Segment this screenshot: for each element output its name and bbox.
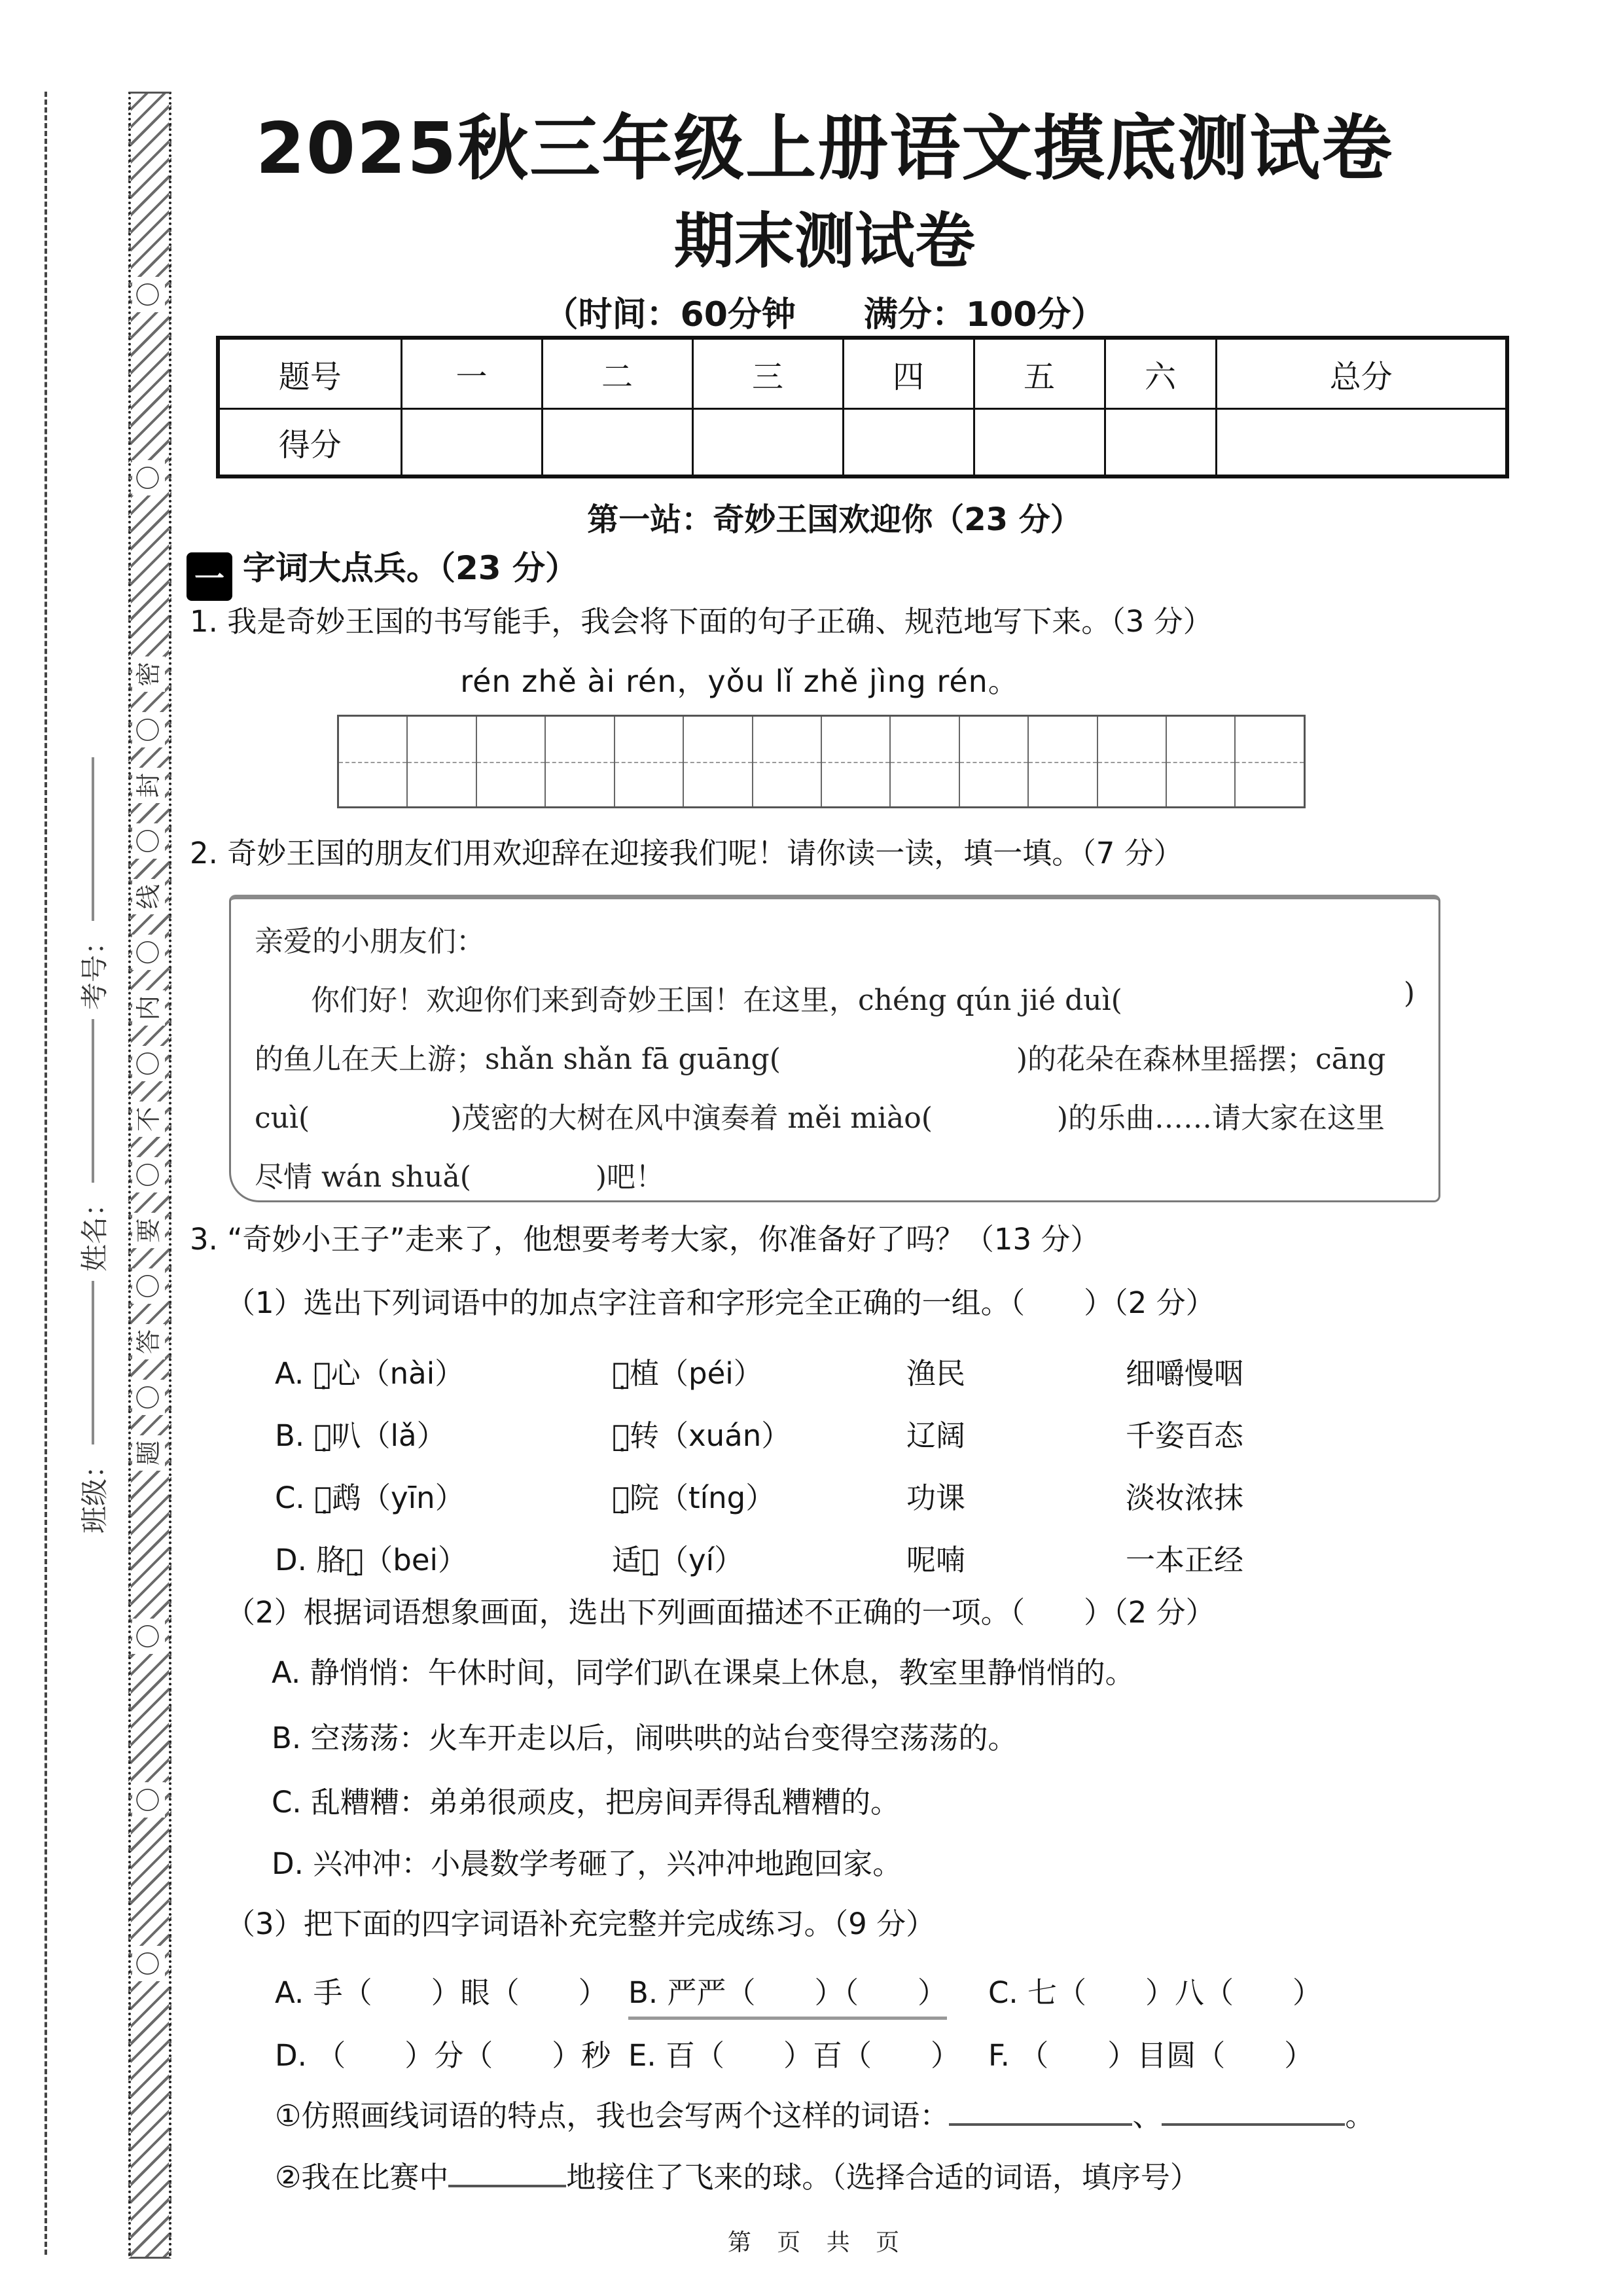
page-footer: 第 页 共 页 <box>727 2229 909 2256</box>
seal-char: 〇 <box>132 1946 165 1981</box>
writing-grid <box>337 715 1306 808</box>
choice-c-word-2: 庭̣院（tíng） <box>612 1480 776 1515</box>
letter-line-3-a: cuì( <box>255 1102 310 1135</box>
writing-grid-cell <box>753 717 822 806</box>
writing-grid-cell <box>891 717 959 806</box>
choice-b-word-3: 辽阔 <box>906 1418 966 1453</box>
sub-question-1-text: ①仿照画线词语的特点，我也会写两个这样的词语： <box>275 2098 950 2133</box>
choice-b-word-4: 千姿百态 <box>1126 1418 1244 1453</box>
seal-char: 不 <box>132 1102 165 1137</box>
seal-char: 〇 <box>132 1619 165 1654</box>
idiom-e: E. 百（ ）百（ ） <box>628 2038 961 2073</box>
seal-char: 〇 <box>132 1046 165 1081</box>
sidebar-field-kaohao <box>73 733 113 1034</box>
score-header-cell: 题号 <box>218 338 401 409</box>
question-3-text: 3. “奇妙小王子”走来了，他想要考考大家，你准备好了吗？（13 分） <box>190 1222 1100 1257</box>
seal-char: 内 <box>132 990 165 1026</box>
idiom-b-underlined: B. 严严（ ）（ ） <box>628 1969 947 2020</box>
score-header-cell: 三 <box>692 338 843 409</box>
idiom-c: C. 七（ ）八（ ） <box>988 1975 1323 2010</box>
letter-line-3-c: )的乐曲……请大家在这里 <box>1056 1102 1385 1135</box>
score-header-cell: 总分 <box>1216 338 1507 409</box>
section-1-heading <box>187 542 578 601</box>
score-table-header-row <box>218 338 1507 409</box>
score-label-cell: 得分 <box>218 409 401 477</box>
sub-question-1 <box>275 2096 1374 2134</box>
score-empty-cell <box>1105 409 1216 477</box>
score-header-cell: 一 <box>401 338 542 409</box>
seal-char: 〇 <box>132 712 165 747</box>
fold-dashed-line <box>45 92 47 2255</box>
writing-grid-cell <box>408 717 476 806</box>
writing-grid-cell <box>1167 717 1236 806</box>
score-empty-cell <box>692 409 843 477</box>
letter-line-4 <box>255 1153 1415 1195</box>
idiom-a: A. 手（ ）眼（ ） <box>275 1975 608 2010</box>
kaohao-write-line <box>92 757 94 921</box>
idiom-f: F. （ ）目圆（ ） <box>988 2038 1314 2073</box>
picture-option-a: A. 静悄悄：午休时间，同学们趴在课桌上休息，教室里静悄悄的。 <box>272 1655 1135 1690</box>
seal-char: 〇 <box>132 277 165 312</box>
score-header-cell: 六 <box>1105 338 1216 409</box>
idiom-d: D. （ ）分（ ）秒 <box>275 2038 611 2073</box>
sub-question-1-end: 。 <box>1345 2098 1375 2133</box>
section-number-box: 一 <box>187 552 232 601</box>
banji-label: 班级： <box>79 1451 111 1534</box>
seal-char: 题 <box>132 1435 165 1471</box>
seal-char: 〇 <box>132 1380 165 1415</box>
sidebar-field-xingming <box>73 995 113 1296</box>
question-3-3-text: （3）把下面的四字词语补充完整并完成练习。（9 分） <box>226 1907 936 1941</box>
seal-line-strip <box>128 92 171 2259</box>
score-empty-cell <box>843 409 974 477</box>
picture-option-c: C. 乱糟糟：弟弟很顽皮，把房间弄得乱糟糟的。 <box>272 1785 901 1820</box>
letter-line-3 <box>255 1094 1415 1136</box>
choice-b-word-2: 旋̣转（xuán） <box>612 1418 791 1453</box>
station-heading: 第一站：奇妙王国欢迎你（23 分） <box>587 501 1082 538</box>
writing-grid-cell <box>615 717 684 806</box>
writing-grid-cell <box>822 717 891 806</box>
writing-grid-cell <box>339 717 408 806</box>
seal-char: 要 <box>132 1213 165 1248</box>
choice-a-word-2: 培̣植（péi） <box>612 1356 763 1391</box>
sub-question-2-text-b: 地接住了飞来的球。（选择合适的词语，填序号） <box>566 2160 1200 2195</box>
question-1-text: 1. 我是奇妙王国的书写能手，我会将下面的句子正确、规范地写下来。（3 分） <box>190 604 1213 639</box>
writing-grid-cell <box>684 717 753 806</box>
writing-grid-cell <box>546 717 615 806</box>
writing-grid-cell <box>1236 717 1303 806</box>
sub-question-1-sep: 、 <box>1132 2098 1162 2133</box>
letter-line-4-a: 尽情 wán shuǎ( <box>255 1160 471 1194</box>
score-empty-cell <box>974 409 1105 477</box>
letter-line-1-close: ) <box>1403 977 1415 1010</box>
choice-b-word-1: B. 喇̣叭（lǎ） <box>275 1418 446 1453</box>
writing-grid-cell <box>1029 717 1097 806</box>
letter-line-1 <box>255 977 1415 1018</box>
seal-char: 〇 <box>132 1268 165 1304</box>
seal-char: 线 <box>132 879 165 914</box>
score-header-cell: 四 <box>843 338 974 409</box>
choice-d-word-2: 适宜̣（yí） <box>612 1543 744 1577</box>
seal-char: 〇 <box>132 1157 165 1193</box>
answer-blank <box>949 2096 1132 2126</box>
letter-salutation: 亲爱的小朋友们： <box>255 925 485 958</box>
question-3-1-text: （1）选出下列词语中的加点字注音和字形完全正确的一组。（ ）（2 分） <box>226 1285 1215 1320</box>
score-empty-cell <box>1216 409 1507 477</box>
letter-line-1-text: 你们好！欢迎你们来到奇妙王国！在这里，chéng qún jié duì( <box>311 984 1122 1017</box>
seal-char: 密 <box>132 656 165 692</box>
letter-line-3-b: )茂密的大树在风中演奏着 měi miào( <box>450 1102 933 1135</box>
picture-option-b: B. 空荡荡：火车开走以后，闹哄哄的站台变得空荡荡的。 <box>272 1721 1018 1755</box>
question-2-text: 2. 奇妙王国的朋友们用欢迎辞在迎接我们呢！请你读一读，填一填。（7 分） <box>190 836 1183 870</box>
choice-d-word-1: D. 胳臂̣（bei） <box>275 1543 468 1577</box>
score-table-score-row <box>218 409 1507 477</box>
writing-grid-cell <box>960 717 1029 806</box>
score-empty-cell <box>401 409 542 477</box>
paper-title: 2025秋三年级上册语文摸底测试卷 <box>255 108 1394 190</box>
paper-subtitle: 期末测试卷 <box>673 206 975 276</box>
time-score-meta: （时间：60分钟 满分：100分） <box>544 295 1105 334</box>
letter-line-4-b: )吧！ <box>595 1160 665 1194</box>
choice-c-word-1: C. 鹦̣鹉（yīn） <box>275 1480 465 1515</box>
answer-blank <box>448 2157 566 2187</box>
choice-c-word-3: 功课 <box>906 1480 966 1515</box>
picture-option-d: D. 兴冲冲：小晨数学考砸了，兴冲冲地跑回家。 <box>272 1846 902 1881</box>
welcome-letter-box <box>229 895 1440 1202</box>
choice-c-word-4: 淡妆浓抹 <box>1126 1480 1244 1515</box>
kaohao-label: 考号： <box>79 927 111 1011</box>
choice-d-word-3: 呢喃 <box>906 1543 966 1577</box>
sub-question-2-text-a: ②我在比赛中 <box>275 2160 449 2195</box>
letter-line-2-b: )的花朵在森林里摇摆；cāng <box>1016 1043 1386 1076</box>
answer-blank <box>1122 977 1404 1018</box>
question-3-2-text: （2）根据词语想象画面，选出下列画面描述不正确的一项。（ ）（2 分） <box>226 1595 1215 1630</box>
letter-line-2 <box>255 1035 1415 1077</box>
xingming-write-line <box>92 1019 94 1183</box>
seal-char: 〇 <box>132 1782 165 1818</box>
seal-char: 〇 <box>132 935 165 970</box>
writing-grid-cell <box>477 717 546 806</box>
seal-char: 〇 <box>132 823 165 859</box>
seal-char: 答 <box>132 1324 165 1359</box>
writing-grid-cell <box>1098 717 1167 806</box>
score-header-cell: 二 <box>542 338 692 409</box>
choice-a-word-3: 渔民 <box>906 1356 966 1391</box>
sidebar-field-banji <box>73 1257 113 1558</box>
score-empty-cell <box>542 409 692 477</box>
sub-question-2 <box>275 2157 1200 2196</box>
score-table <box>216 336 1509 478</box>
banji-write-line <box>92 1281 94 1444</box>
section-1-title: 字词大点兵。（23 分） <box>243 549 578 587</box>
choice-a-word-1: A. 耐̣心（nài） <box>275 1356 465 1391</box>
letter-line-2-a: 的鱼儿在天上游；shǎn shǎn fā guāng( <box>255 1043 781 1076</box>
answer-blank <box>1162 2096 1345 2126</box>
choice-a-word-4: 细嚼慢咽 <box>1126 1356 1244 1391</box>
seal-char: 封 <box>132 768 165 803</box>
xingming-label: 姓名： <box>79 1189 111 1272</box>
question-1-pinyin-sentence: rén zhě ài rén，yǒu lǐ zhě jìng rén。 <box>460 664 1019 699</box>
choice-d-word-4: 一本正经 <box>1126 1543 1244 1577</box>
score-header-cell: 五 <box>974 338 1105 409</box>
seal-char: 〇 <box>132 460 165 495</box>
